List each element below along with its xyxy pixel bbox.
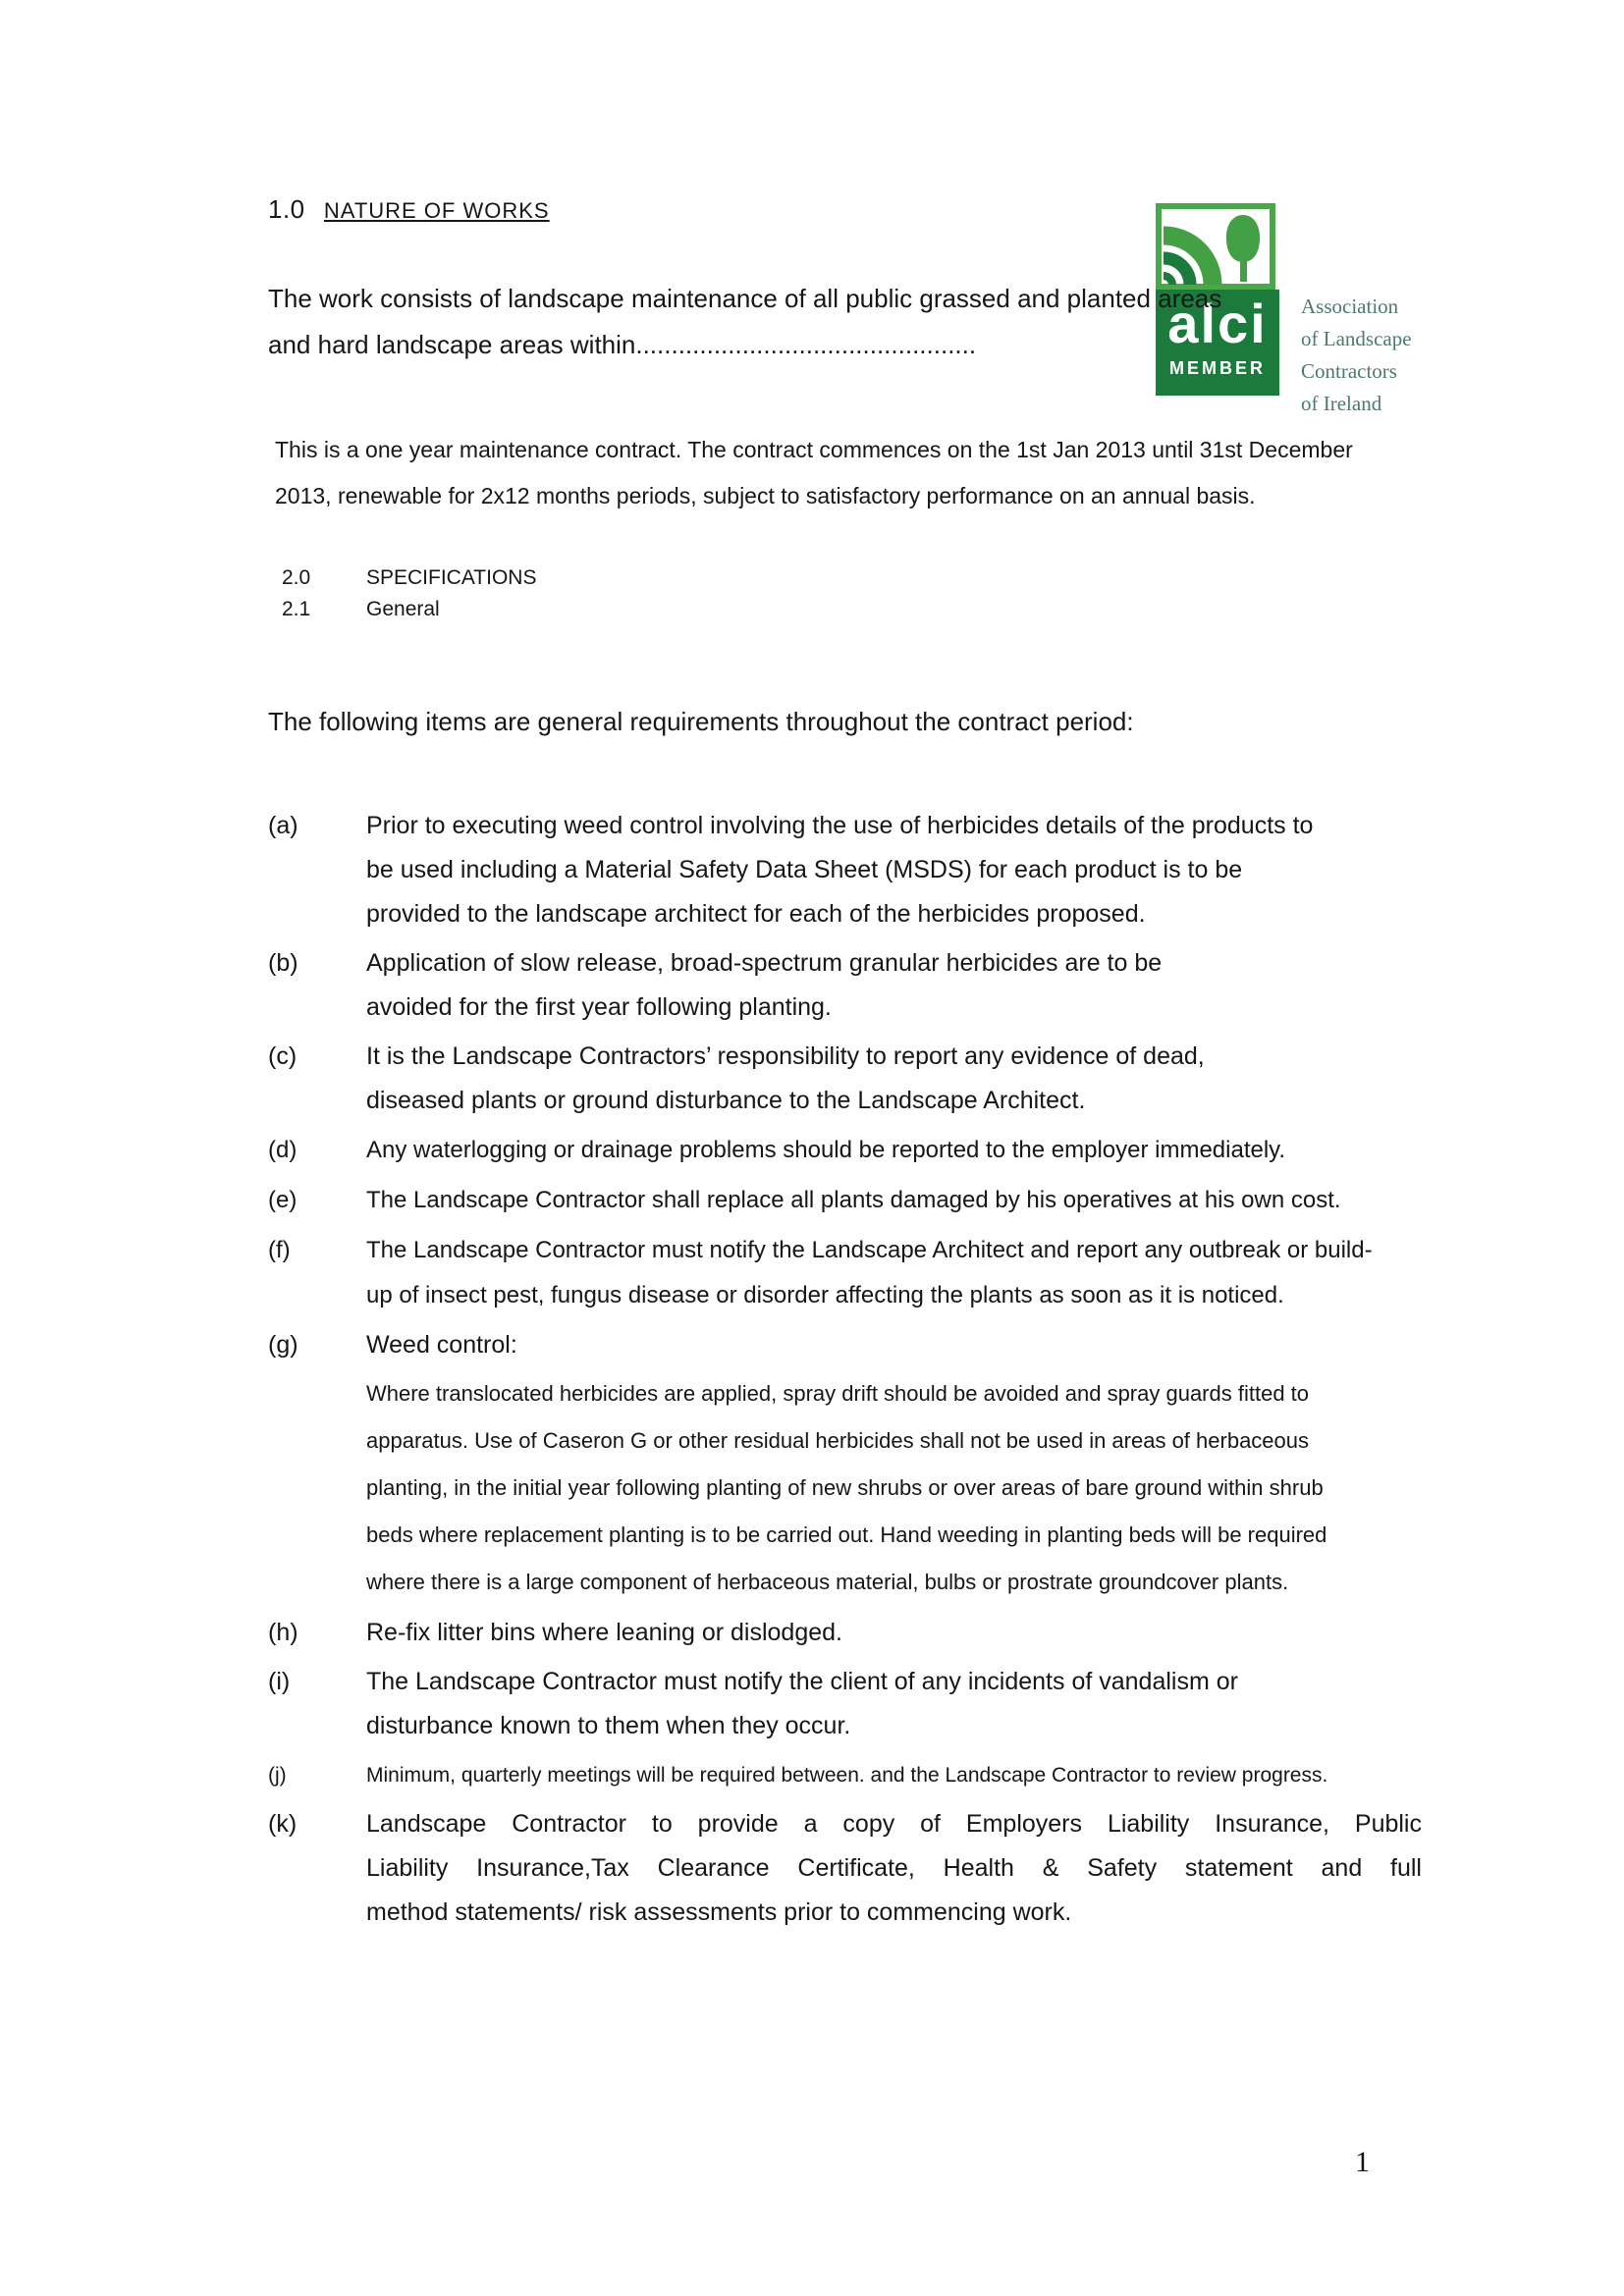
item-label: (f) [268, 1237, 291, 1263]
section-heading-nature-of-works [268, 0, 1457, 228]
item-line: up of insect pest, fungus disease or disorder affecting the plants as soon as it is noticed. [366, 1282, 1284, 1308]
item-text [366, 1228, 1373, 1318]
item-line: where there is a large component of herbaceous material, bulbs or prostrate groundcover plants. [366, 1570, 1289, 1594]
item-line: Weed control: [366, 1331, 517, 1359]
list-item [268, 1128, 1457, 1173]
association-line: of Landscape [1301, 327, 1412, 350]
item-line: apparatus. Use of Caseron G or other residual herbicides shall not be used in areas of herbaceous [366, 1428, 1310, 1453]
list-item [268, 1228, 1457, 1318]
item-line: provided to the landscape architect for each of the herbicides proposed. [366, 900, 1146, 928]
item-label: (a) [268, 812, 298, 839]
item-label: (e) [268, 1187, 298, 1213]
list-item [268, 1802, 1457, 1935]
item-line: method statements/ risk assessments prior to commencing work. [366, 1898, 1072, 1926]
list-item [268, 1035, 1457, 1123]
item-line: Liability Insurance,Tax Clearance Certificate, Health & Safety statement and full [366, 1854, 1422, 1882]
section-number: 1.0 [268, 194, 305, 224]
item-label: (b) [268, 949, 298, 977]
item-line: It is the Landscape Contractors’ responsibility to report any evidence of dead, [366, 1042, 1205, 1070]
item-line: Where translocated herbicides are applied, spray drift should be avoided and spray guards fitted to [366, 1381, 1310, 1406]
section-title: NATURE OF WORKS [323, 198, 550, 223]
item-line: The Landscape Contractor must notify the client of any incidents of vandalism or [366, 1668, 1238, 1695]
item-text [366, 1128, 1285, 1173]
general-subsection-row [282, 594, 1457, 625]
subsection-number: 2.1 [282, 598, 311, 620]
item-label: (h) [268, 1619, 298, 1646]
item-label: (d) [268, 1137, 298, 1163]
item-line: The Landscape Contractor must notify the Landscape Architect and report any outbreak or build- [366, 1237, 1373, 1263]
subsection-title: General [366, 598, 440, 620]
item-text [366, 1611, 842, 1655]
item-line: Minimum, quarterly meetings will be required between. and the Landscape Contractor to review progress. [366, 1764, 1328, 1787]
item-text [366, 1323, 1326, 1606]
association-line: of Ireland [1301, 392, 1382, 415]
alci-acronym: alci [1167, 293, 1268, 354]
page-number: 1 [1355, 2146, 1370, 2178]
paragraph-line: The work consists of landscape maintenance of all public grassed and planted areas [268, 284, 1222, 313]
item-line: The Landscape Contractor shall replace all plants damaged by his operatives at his own cost. [366, 1187, 1341, 1213]
item-line: Landscape Contractor to provide a copy of Employers Liability Insurance, Public [366, 1810, 1422, 1838]
item-label: (g) [268, 1331, 298, 1359]
item-line: Any waterlogging or drainage problems should be reported to the employer immediately. [366, 1137, 1286, 1163]
general-requirements-intro: The following items are general requirements throughout the contract period: [268, 707, 1134, 736]
member-label: MEMBER [1169, 358, 1266, 378]
paragraph-line: This is a one year maintenance contract. The contract commences on the 1st Jan 2013 until 31st December [275, 437, 1353, 462]
specifications-heading [282, 562, 1457, 625]
item-label: (k) [268, 1810, 298, 1838]
item-line: Application of slow release, broad-spectrum granular herbicides are to be [366, 949, 1163, 977]
spec-number: 2.0 [282, 566, 311, 589]
requirements-list [268, 804, 1457, 1935]
item-text [366, 1753, 1327, 1797]
paragraph-line: and hard landscape areas within................................................ [268, 330, 977, 359]
item-label: (i) [268, 1668, 291, 1695]
item-label: (j) [268, 1764, 287, 1787]
item-text [366, 1178, 1341, 1223]
item-text [366, 941, 1162, 1030]
item-line: beds where replacement planting is to be carried out. Hand weeding in planting beds will be required [366, 1522, 1327, 1547]
list-item [268, 1753, 1457, 1797]
item-subtext [366, 1370, 1326, 1606]
list-item [268, 1660, 1457, 1748]
spec-title: SPECIFICATIONS [366, 566, 537, 589]
item-line: be used including a Material Safety Data Sheet (MSDS) for each product is to be [366, 856, 1243, 883]
association-line: Contractors [1301, 359, 1397, 383]
list-item [268, 941, 1457, 1030]
item-line: planting, in the initial year following planting of new shrubs or over areas of bare ground within shrub [366, 1475, 1324, 1500]
list-item [268, 1323, 1457, 1606]
list-item [268, 1178, 1457, 1223]
specifications-row [282, 562, 1457, 594]
list-item [268, 1611, 1457, 1655]
item-label: (c) [268, 1042, 298, 1070]
item-text [366, 804, 1313, 936]
item-line: Prior to executing weed control involving the use of herbicides details of the products to [366, 812, 1314, 839]
list-item [268, 804, 1457, 936]
item-line: Re-fix litter bins where leaning or dislodged. [366, 1619, 842, 1646]
item-line: disturbance known to them when they occur. [366, 1712, 851, 1739]
paragraph-line: 2013, renewable for 2x12 months periods, subject to satisfactory performance on an annual basis. [275, 483, 1256, 508]
item-text [366, 1660, 1238, 1748]
item-line: avoided for the first year following planting. [366, 993, 832, 1021]
item-text [366, 1035, 1205, 1123]
item-line: diseased plants or ground disturbance to the Landscape Architect. [366, 1087, 1086, 1114]
association-line: Association [1301, 294, 1399, 318]
intro-paragraph [268, 276, 1457, 368]
contract-term-paragraph [275, 427, 1457, 519]
item-text [366, 1802, 1422, 1935]
